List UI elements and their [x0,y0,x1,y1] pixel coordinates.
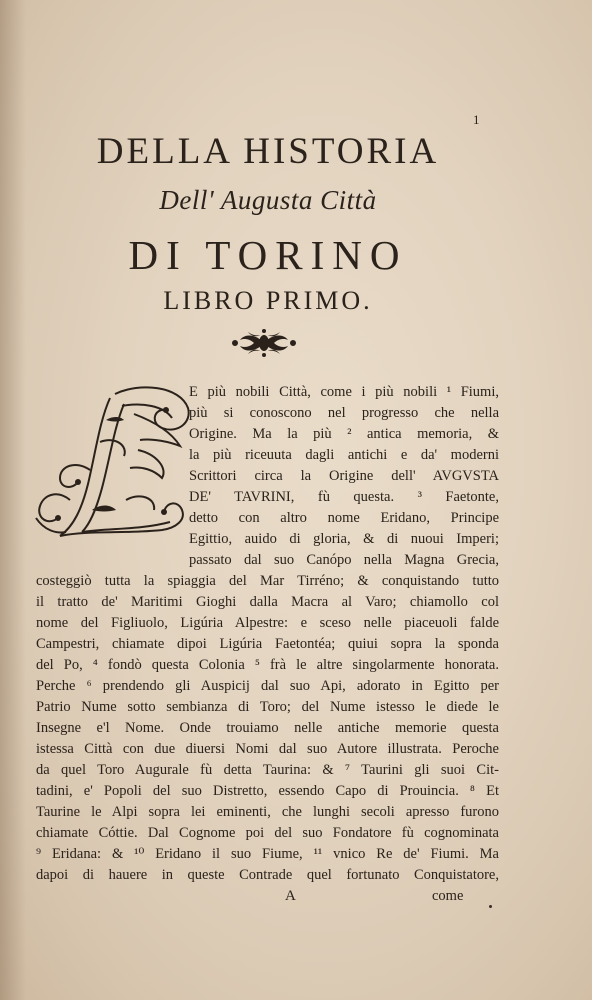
body-line: detto con altro nome Eridano, Principe [189,510,499,526]
title-della-historia: DELLA HISTORIA [96,131,440,172]
body-line: Taurine le Alpi sopra lei eminenti, che lunghi secoli apresso furono [36,804,499,820]
body-line: del Po, ⁴ fondò questa Colonia ⁵ frà le altre singolarmente honorata. [36,657,499,673]
body-line: Perche ⁶ prendendo gli Auspicij dal suo Api, adorato in Egitto per [36,678,499,694]
body-line: dapoi di hauere in queste Contrade quel fortunato Conquistatore, [36,867,499,883]
body-line: Campestri, chiamate dipoi Ligúria Faetontéa; quiui sopra la sponda [36,636,499,652]
body-line: costeggiò tutta la spiaggia del Mar Tirréno; & conquistando tutto [36,573,499,589]
body-line: istessa Città con due diuersi Nomi dal suo Autore illustrata. Peroche [36,741,499,757]
body-line: da quel Toro Augurale fù detta Taurina: & ⁷ Taurini gli suoi Cit- [36,762,499,778]
body-line: Patrio Nume sotto sembianza di Toro; del Nume istesso le diede le [36,699,499,715]
body-line: la più riceuuta dagli antichi e da' moderni [189,447,499,463]
body-line: Egittio, auido di gloria, & di nuoui Imperi; [189,531,499,547]
page-number: 1 [473,112,480,127]
decorated-initial-l-icon [30,380,200,550]
fleuron-ornament-icon [230,328,298,358]
body-line: ⁹ Eridana: & ¹⁰ Eridano il suo Fiume, ¹¹ vnico Re de' Fiumi. Ma [36,846,499,862]
ink-dot [489,905,492,908]
body-line: passato dal suo Canópo nella Magna Grecia, [189,552,499,568]
title-di-torino: DI TORINO [128,232,408,278]
body-line: DE' TAVRINI, fù questa. ³ Faetonte, [189,489,499,505]
signature-mark: A [285,888,296,904]
title-libro-primo: LIBRO PRIMO. [163,286,373,315]
body-line: Scrittori circa la Origine dell' AVGVSTA [189,468,499,484]
body-line: più si conoscono nel progresso che nella [189,405,499,421]
body-line: chiamate Cóttie. Dal Cognome poi del suo Fondatore fù cognominata [36,825,499,841]
body-line: E più nobili Città, come i più nobili ¹ Fiumi, [189,384,499,400]
body-line: Origine. Ma la più ² antica memoria, & [189,426,499,442]
body-line: il tratto de' Maritimi Gioghi dalla Macra al Varo; chiamollo col [36,594,499,610]
body-line: nome del Figliuolo, Ligúria Alpestre: e sceso nelle piaceuoli falde [36,615,499,631]
body-line: Insegne e'l Nome. Onde trouiamo nelle antiche memorie questa [36,720,499,736]
body-line: tadini, e' Popoli del suo Distretto, essendo Capo di Prouincia. ⁸ Et [36,783,499,799]
catchword: come [432,888,464,904]
title-augusta-citta: Dell' Augusta Città [159,185,377,215]
